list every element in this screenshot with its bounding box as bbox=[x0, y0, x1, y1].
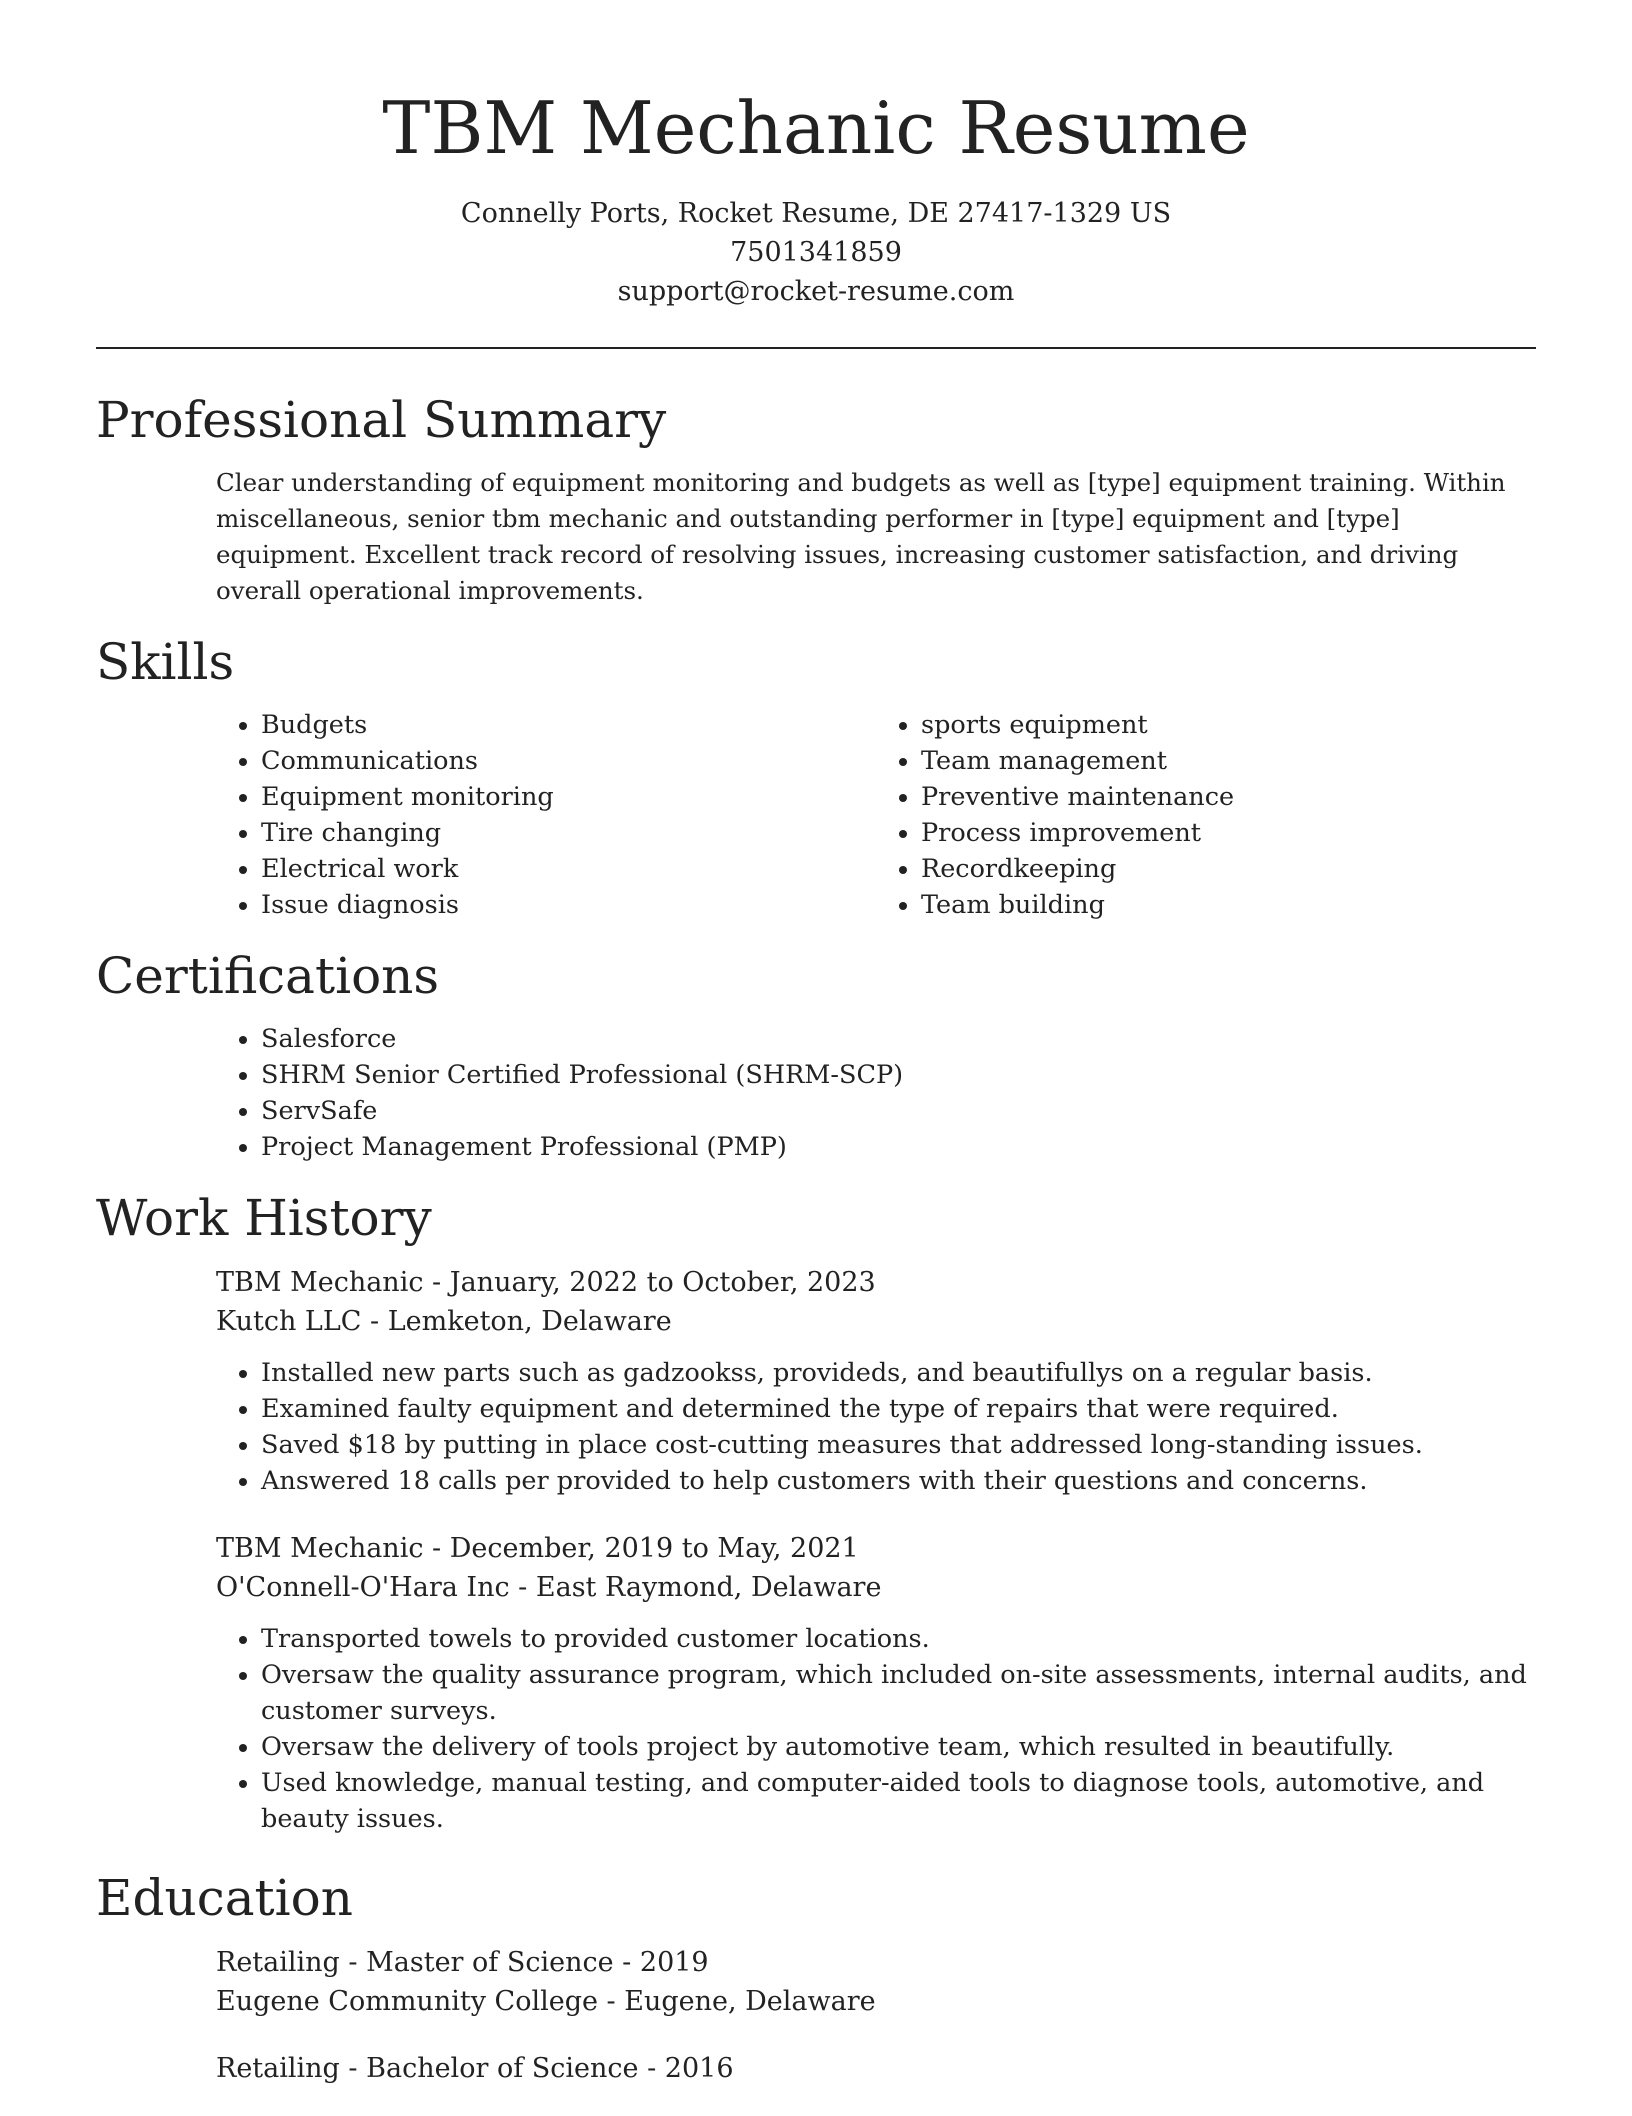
job-company: O'Connell-O'Hara Inc bbox=[216, 1572, 510, 1603]
education-section bbox=[96, 1867, 1536, 2088]
education-degree-line bbox=[216, 1943, 1536, 1982]
job-bullet: • Used knowledge, manual testing, and computer-aided tools to diagnose tools, automotive, and beauty issues. bbox=[261, 1765, 1536, 1837]
job-company-line bbox=[216, 1302, 1536, 1341]
section-title-work-history: Work History bbox=[96, 1189, 432, 1247]
education-degree-line bbox=[216, 2049, 1536, 2088]
skills-columns bbox=[96, 707, 1536, 923]
skills-section bbox=[96, 631, 1536, 923]
job-location: - Lemketon, Delaware bbox=[361, 1306, 672, 1337]
skill-item: • sports equipment bbox=[921, 707, 1536, 743]
job-bullet: • Transported towels to provided customer locations. bbox=[261, 1621, 1536, 1657]
certification-item: • Project Management Professional (PMP) bbox=[261, 1129, 1536, 1165]
section-title-summary: Professional Summary bbox=[96, 391, 667, 449]
education-entry bbox=[216, 2049, 1536, 2088]
section-title-skills: Skills bbox=[96, 633, 235, 691]
job-bullet: • Examined faulty equipment and determined the type of repairs that were required. bbox=[261, 1391, 1536, 1427]
skill-item: • Team building bbox=[921, 887, 1536, 923]
summary-section bbox=[96, 389, 1536, 609]
skill-item: • Communications bbox=[261, 743, 876, 779]
header-divider bbox=[96, 347, 1536, 349]
certifications-section bbox=[96, 945, 1536, 1165]
certifications-list bbox=[96, 1021, 1536, 1165]
job-company-line bbox=[216, 1568, 1536, 1607]
certification-item: • Salesforce bbox=[261, 1021, 1536, 1057]
job-bullets bbox=[216, 1355, 1536, 1499]
skill-item: • Equipment monitoring bbox=[261, 779, 876, 815]
skill-item: • Budgets bbox=[261, 707, 876, 743]
job-bullet: • Saved $18 by putting in place cost-cutting measures that addressed long-standing issues. bbox=[261, 1427, 1536, 1463]
job-bullet: • Installed new parts such as gadzookss, provideds, and beautifullys on a regular basis. bbox=[261, 1355, 1536, 1391]
skills-list-right bbox=[876, 707, 1536, 923]
section-title-certifications: Certifications bbox=[96, 947, 440, 1005]
resume-page bbox=[96, 0, 1536, 2116]
job-location: - East Raymond, Delaware bbox=[509, 1572, 882, 1603]
education-entry bbox=[216, 1943, 1536, 2021]
job-role-line bbox=[216, 1263, 1536, 1302]
job-role: TBM Mechanic bbox=[216, 1533, 424, 1564]
summary-text: Clear understanding of equipment monitoring and budgets as well as [type] equipment training. Within miscellaneous, senior tbm mechanic and outstanding performer in [type] equipment and [type] equipment. Excellent track record of resolving issues, increasing customer satisfaction, and driving overall operational improvements. bbox=[216, 468, 1506, 605]
job-company: Kutch LLC bbox=[216, 1306, 362, 1337]
skill-item: • Issue diagnosis bbox=[261, 887, 876, 923]
contact-email: support@rocket-resume.com bbox=[617, 276, 1015, 307]
education-degree: - Bachelor of Science - 2016 bbox=[339, 2053, 734, 2084]
job-dates: - December, 2019 to May, 2021 bbox=[423, 1533, 859, 1564]
job-bullet: • Oversaw the quality assurance program, which included on-site assessments, internal audits, and customer surveys. bbox=[261, 1657, 1536, 1729]
education-field: Retailing bbox=[216, 1947, 340, 1978]
resume-title: TBM Mechanic Resume bbox=[382, 86, 1250, 170]
education-location: - Eugene, Delaware bbox=[597, 1986, 876, 2017]
work-history-section bbox=[96, 1187, 1536, 1837]
education-degree: - Master of Science - 2019 bbox=[339, 1947, 709, 1978]
education-school-line bbox=[216, 1982, 1536, 2021]
job-role: TBM Mechanic bbox=[216, 1267, 424, 1298]
resume-header bbox=[96, 0, 1536, 311]
skill-item: • Team management bbox=[921, 743, 1536, 779]
skill-item: • Preventive maintenance bbox=[921, 779, 1536, 815]
job-entry bbox=[216, 1263, 1536, 1499]
certification-item: • SHRM Senior Certified Professional (SHRM-SCP) bbox=[261, 1057, 1536, 1093]
section-title-education: Education bbox=[96, 1869, 353, 1927]
skill-item: • Tire changing bbox=[261, 815, 876, 851]
contact-phone: 7501341859 bbox=[730, 237, 902, 268]
certification-item: • ServSafe bbox=[261, 1093, 1536, 1129]
job-bullet: • Answered 18 calls per provided to help customers with their questions and concerns. bbox=[261, 1463, 1536, 1499]
skill-item: • Process improvement bbox=[921, 815, 1536, 851]
job-dates: - January, 2022 to October, 2023 bbox=[423, 1267, 876, 1298]
job-role-line bbox=[216, 1529, 1536, 1568]
job-entry bbox=[216, 1529, 1536, 1837]
skill-item: • Electrical work bbox=[261, 851, 876, 887]
skills-list-left bbox=[96, 707, 876, 923]
skill-item: • Recordkeeping bbox=[921, 851, 1536, 887]
education-school: Eugene Community College bbox=[216, 1986, 598, 2017]
contact-address: Connelly Ports, Rocket Resume, DE 27417-1329 US bbox=[460, 198, 1172, 229]
education-field: Retailing bbox=[216, 2053, 340, 2084]
job-bullet: • Oversaw the delivery of tools project by automotive team, which resulted in beautifully. bbox=[261, 1729, 1536, 1765]
job-bullets bbox=[216, 1621, 1536, 1837]
